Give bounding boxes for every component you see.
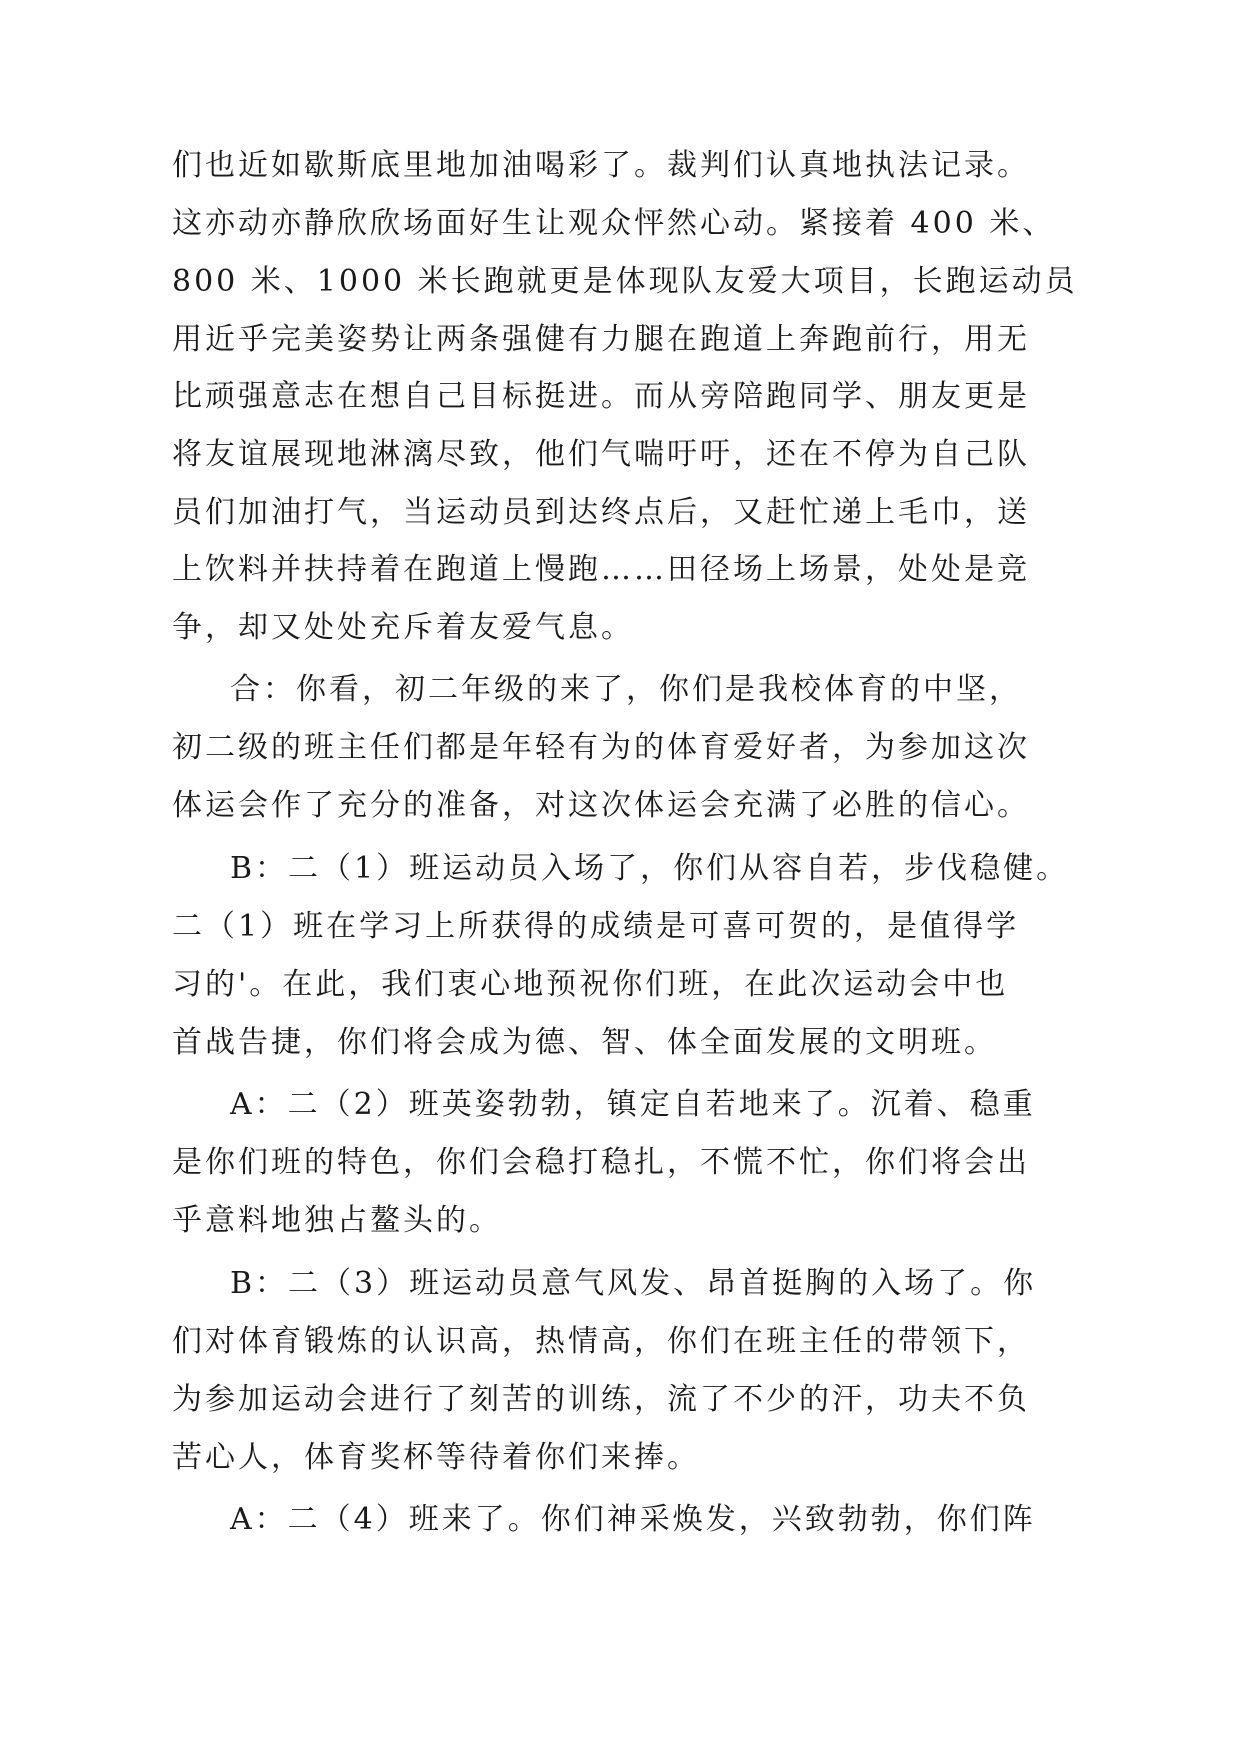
text-line-2: 这亦动亦静欣欣场面好生让观众怦然心动。紧接着 400 米、: [172, 206, 1056, 241]
paragraph-b1-line-3: 习的'。在此，我们衷心地预祝你们班，在此次运动会中也: [172, 967, 1009, 1002]
text-line-6: 将友谊展现地淋漓尽致，他们气喘吁吁，还在不停为自己队: [172, 437, 1030, 472]
paragraph-b3-line-2: 们对体育锻炼的认识高，热情高，你们在班主任的带领下，: [172, 1324, 1030, 1359]
paragraph-b1-line-4: 首战告捷，你们将会成为德、智、体全面发展的文明班。: [172, 1025, 997, 1060]
text-line-5: 比顽强意志在想自己目标挺进。而从旁陪跑同学、朋友更是: [172, 379, 1030, 414]
text-line-3: 800 米、1000 米长跑就更是体现队友爱大项目，长跑运动员: [172, 264, 1078, 299]
paragraph-a2-line-3: 乎意料地独占鳌头的。: [172, 1203, 502, 1238]
paragraph-a2-line-2: 是你们班的特色，你们会稳打稳扎，不慌不忙，你们将会出: [172, 1145, 1030, 1180]
text-line-7: 员们加油打气，当运动员到达终点后，又赶忙递上毛巾，送: [172, 495, 1030, 530]
text-line-4: 用近乎完美姿势让两条强健有力腿在跑道上奔跑前行，用无: [172, 322, 1030, 357]
paragraph-b3-line-3: 为参加运动会进行了刻苦的训练，流了不少的汗，功夫不负: [172, 1382, 1030, 1417]
paragraph-a2-line-1: A：二（2）班英姿勃勃，镇定自若地来了。沉着、稳重: [230, 1087, 1036, 1122]
text-line-9: 争，却又处处充斥着友爱气息。: [172, 610, 634, 645]
paragraph-a4-line-1: A：二（4）班来了。你们神采焕发，兴致勃勃，你们阵: [230, 1502, 1036, 1537]
paragraph-b3-line-1: B：二（3）班运动员意气风发、昂首挺胸的入场了。你: [230, 1266, 1037, 1301]
paragraph-he-line-2: 初二级的班主任们都是年轻有为的体育爱好者，为参加这次: [172, 730, 1030, 765]
paragraph-b1-line-2: 二（1）班在学习上所获得的成绩是可喜可贺的，是值得学: [172, 909, 1020, 944]
paragraph-b3-line-4: 苦心人，体育奖杯等待着你们来捧。: [172, 1440, 700, 1475]
paragraph-he-line-1: 合：你看，初二年级的来了，你们是我校体育的中坚，: [230, 672, 1022, 707]
paragraph-he-line-3: 体运会作了充分的准备，对这次体运会充满了必胜的信心。: [172, 788, 1030, 823]
paragraph-b1-line-1: B：二（1）班运动员入场了，你们从容自若，步伐稳健。: [230, 851, 1070, 886]
text-line-1: 们也近如歇斯底里地加油喝彩了。裁判们认真地执法记录。: [172, 148, 1030, 183]
text-line-8: 上饮料并扶持着在跑道上慢跑……田径场上场景，处处是竞: [172, 552, 1030, 587]
